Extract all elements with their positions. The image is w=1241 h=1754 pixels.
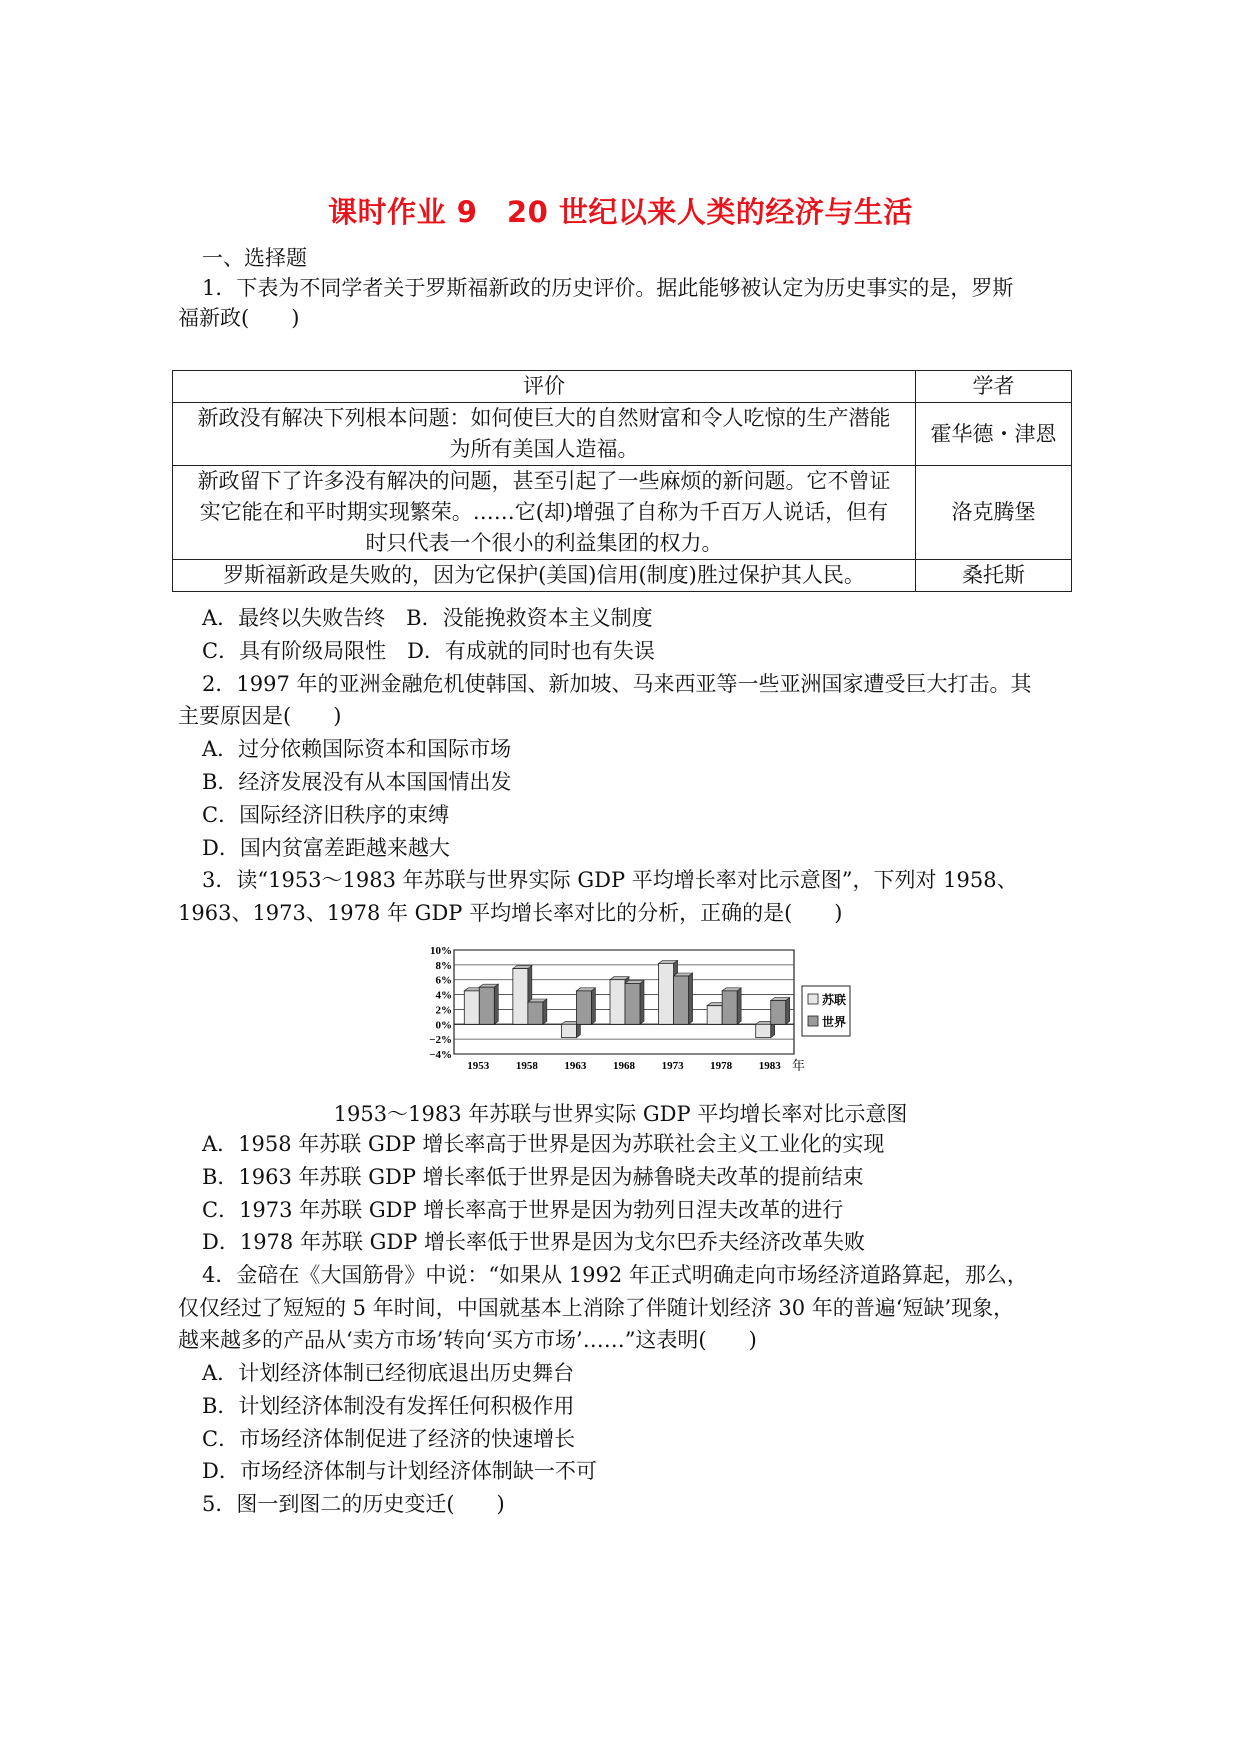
- bar-world: [674, 976, 689, 1024]
- q1-stem-line2: 福新政( ): [178, 306, 300, 330]
- legend-swatch: [808, 994, 818, 1004]
- q3-stem-line1: 3．读“1953～1983 年苏联与世界实际 GDP 平均增长率对比示意图”，下列对 1958、: [202, 868, 1018, 892]
- chart-caption: 1953～1983 年苏联与世界实际 GDP 平均增长率对比示意图: [333, 1102, 908, 1126]
- eval-text: 时只代表一个很小的利益集团的权力。: [365, 531, 723, 555]
- y-tick-label: −2%: [429, 1034, 452, 1047]
- x-tick-label: 1963: [564, 1060, 587, 1072]
- evaluation-table: [172, 370, 1072, 592]
- table-row: [173, 560, 1072, 592]
- q1-option-line: C．具有阶级局限性 D．有成就的同时也有失误: [202, 639, 655, 663]
- bar-world: [479, 987, 494, 1024]
- q4-option: D．市场经济体制与计划经济体制缺一不可: [202, 1459, 597, 1483]
- page-title: 课时作业 9 20 世纪以来人类的经济与生活: [328, 195, 913, 229]
- y-tick-label: 8%: [435, 959, 452, 972]
- bar-side: [543, 999, 547, 1024]
- x-tick-label: 1953: [467, 1060, 490, 1072]
- q2-option: D．国内贫富差距越来越大: [202, 836, 450, 860]
- eval-text: 新政没有解决下列根本问题：如何使巨大的自然财富和令人吃惊的生产潜能: [197, 406, 891, 430]
- q4-stem-line3: 越来越多的产品从‘卖方市场’转向‘买方市场’……”这表明( ): [178, 1328, 757, 1352]
- q2-option: C．国际经济旧秩序的束缚: [202, 803, 450, 827]
- bar-side: [591, 988, 595, 1024]
- scholar-cell: 桑托斯: [916, 560, 1072, 592]
- bar-soviet: [659, 963, 674, 1024]
- y-tick-label: 6%: [435, 974, 452, 987]
- eval-text: 实它能在和平时期实现繁荣。……它(却)增强了自称为千百万人说话，但有: [199, 500, 889, 524]
- bar-soviet: [561, 1024, 576, 1037]
- q4-stem-line1: 4．金碚在《大国筋骨》中说：“如果从 1992 年正式明确走向市场经济道路算起，那么，: [202, 1263, 1028, 1287]
- bar-world: [576, 991, 591, 1024]
- bar-side: [494, 984, 498, 1024]
- scholar-cell: 霍华德・津恩: [916, 403, 1072, 466]
- bar-world: [771, 1001, 786, 1025]
- q3-option: D．1978 年苏联 GDP 增长率低于世界是因为戈尔巴乔夫经济改革失败: [202, 1230, 866, 1254]
- q1-option-line: A．最终以失败告终 B．没能挽救资本主义制度: [202, 606, 653, 630]
- x-tick-label: 1958: [515, 1060, 538, 1072]
- legend-label: 世界: [822, 1015, 847, 1029]
- bar-world: [625, 983, 640, 1024]
- q4-stem-line2: 仅仅经过了短短的 5 年时间，中国就基本上消除了伴随计划经济 30 年的普遍‘短缺’现象，: [178, 1296, 1015, 1320]
- q3-option: B．1963 年苏联 GDP 增长率低于世界是因为赫鲁晓夫改革的提前结束: [202, 1165, 864, 1189]
- bar-soviet: [464, 991, 479, 1024]
- bar-side: [786, 998, 790, 1025]
- q5-stem: 5．图一到图二的历史变迁( ): [202, 1492, 505, 1516]
- table-row: [173, 466, 1072, 560]
- y-tick-label: 2%: [435, 1004, 452, 1017]
- x-tick-label: 1978: [710, 1060, 733, 1072]
- y-tick-label: 0%: [435, 1019, 452, 1032]
- bar-soviet: [756, 1024, 771, 1037]
- scholar-cell: 洛克腾堡: [916, 466, 1072, 560]
- table-row: [173, 403, 1072, 466]
- eval-cell: [173, 560, 916, 592]
- bar-side: [689, 973, 693, 1024]
- x-tick-label: 1973: [661, 1060, 684, 1072]
- bar-soviet: [707, 1006, 722, 1025]
- y-tick-label: −4%: [429, 1049, 452, 1061]
- q2-stem-line2: 主要原因是( ): [178, 704, 342, 728]
- legend-swatch: [808, 1016, 818, 1026]
- q2-stem-line1: 2．1997 年的亚洲金融危机使韩国、新加坡、马来西亚等一些亚洲国家遭受巨大打击。其: [202, 672, 1032, 696]
- q3-option: A．1958 年苏联 GDP 增长率高于世界是因为苏联社会主义工业化的实现: [202, 1132, 885, 1156]
- q2-option: B．经济发展没有从本国国情出发: [202, 770, 512, 794]
- bar-world: [528, 1002, 543, 1024]
- x-axis-suffix: 年: [792, 1058, 806, 1073]
- q4-option: A．计划经济体制已经彻底退出历史舞台: [202, 1361, 575, 1385]
- bar-soviet: [513, 969, 528, 1025]
- section-heading: 一、选择题: [202, 246, 307, 270]
- bar-soviet: [610, 980, 625, 1025]
- y-tick-label: 10%: [430, 945, 452, 957]
- table-header-scholar: 学者: [916, 371, 1072, 403]
- eval-text: 新政留下了许多没有解决的问题，甚至引起了一些麻烦的新问题。它不曾证: [197, 469, 891, 493]
- bar-world: [722, 991, 737, 1024]
- q3-stem-line2: 1963、1973、1978 年 GDP 平均增长率对比的分析，正确的是( ): [178, 901, 843, 925]
- legend-label: 苏联: [822, 993, 847, 1007]
- bar-side: [737, 988, 741, 1024]
- q4-option: B．计划经济体制没有发挥任何积极作用: [202, 1394, 575, 1418]
- table-header-row: [173, 371, 1072, 403]
- q3-option: C．1973 年苏联 GDP 增长率高于世界是因为勃列日涅夫改革的进行: [202, 1198, 844, 1222]
- bar-side: [640, 980, 644, 1024]
- eval-text: 为所有美国人造福。: [449, 437, 639, 461]
- eval-cell: [173, 466, 916, 560]
- eval-cell: [173, 403, 916, 466]
- q2-option: A．过分依赖国际资本和国际市场: [202, 737, 512, 761]
- table-header-eval: 评价: [173, 371, 916, 403]
- eval-text: 罗斯福新政是失败的，因为它保护(美国)信用(制度)胜过保护其人民。: [223, 563, 865, 587]
- x-tick-label: 1968: [613, 1060, 635, 1072]
- q4-option: C．市场经济体制促进了经济的快速增长: [202, 1427, 576, 1451]
- y-tick-label: 4%: [435, 989, 452, 1002]
- gdp-growth-chart: [418, 942, 858, 1082]
- x-tick-label: 1983: [758, 1060, 781, 1072]
- q1-stem-line1: 1．下表为不同学者关于罗斯福新政的历史评价。据此能够被认定为历史事实的是，罗斯: [202, 276, 1014, 300]
